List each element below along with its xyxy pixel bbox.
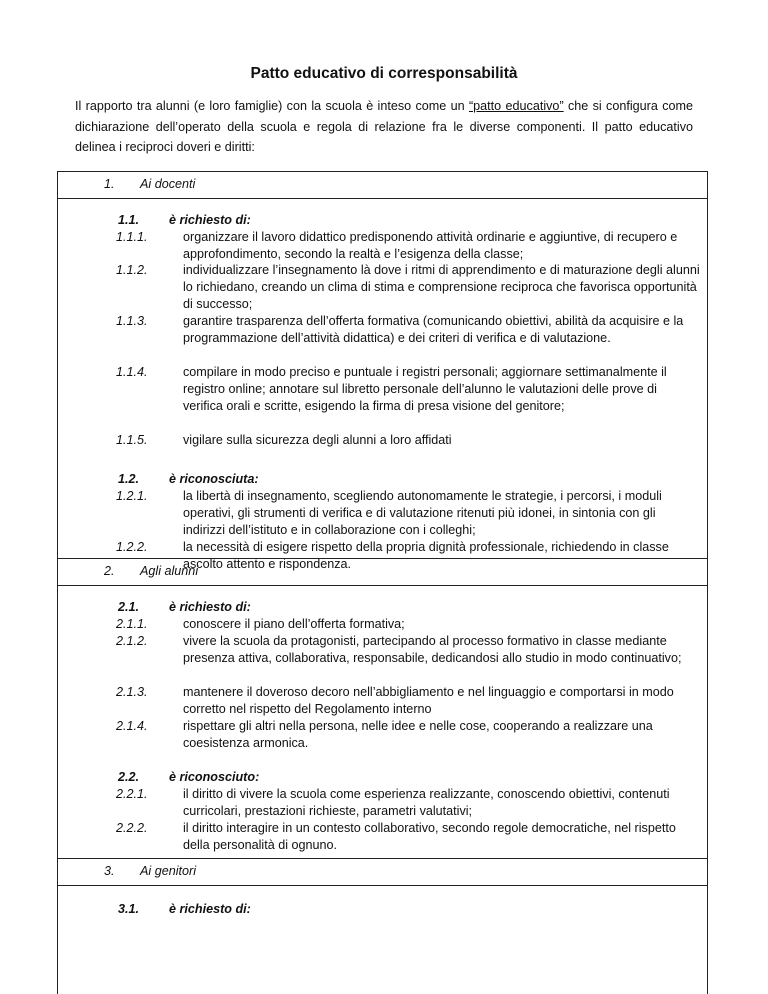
list-item: 1.2.2. la necessità di esigere rispetto della propria dignità professionale, richiedendo in classe ascolto attento e rispondenza. <box>116 540 669 571</box>
list-item: 1.1.3. garantire trasparenza dell’offerta formativa (comunicando obiettivi, abilità da acquisire e la programmazione dell’attività didattica) e dei criteri di verifica e di valutazione. <box>116 314 684 345</box>
subsection-heading: 2.2. è riconosciuto: <box>118 770 260 784</box>
list-item: 2.2.2. il diritto interagire in un contesto collaborativo, secondo regole democratiche, nel rispetto della personalità di ognuno. <box>116 821 676 852</box>
list-item: 1.2.1. la libertà di insegnamento, scegliendo autonomamente le strategie, i percorsi, i moduli operativi, gli strumenti di verifica e di valutazione ritenuti più idonei, in sintonia con gli indirizzi dell’istituto e in collaborazione con i colleghi; <box>116 489 662 537</box>
intro-paragraph <box>75 96 693 158</box>
list-item: 1.1.2. individualizzare l’insegnamento là dove i ritmi di apprendimento e di maturazione degli alunni lo richiedano, creando un clima di stima e comprensione reciproca che favorisca opportunità di successo; <box>116 263 700 311</box>
list-item: 2.1.4. rispettare gli altri nella persona, nelle idee e nelle cose, cooperando a realizzare una coesistenza armonica. <box>116 719 653 750</box>
list-item: 2.1.2. vivere la scuola da protagonisti, partecipando al processo formativo in classe mediante presenza attiva, collaborativa, responsabile, dedicandosi allo studio in modo continuativo; <box>116 634 682 665</box>
list-item: 1.1.1. organizzare il lavoro didattico predisponendo attività ordinarie e aggiuntive, di recupero e approfondimento, secondo la realtà e l’esigenza della classe; <box>116 230 678 261</box>
page-title: Patto educativo di corresponsabilità <box>250 65 518 82</box>
section-number: 3. <box>104 864 115 878</box>
subsection-heading: 3.1. è richiesto di: <box>118 902 251 916</box>
list-item: 2.1.3. mantenere il doveroso decoro nell’abbigliamento e nel linguaggio e comportarsi in modo corretto nel rispetto del Regolamento interno <box>116 685 674 716</box>
section-label: Ai genitori <box>140 864 197 878</box>
section-number: 2. <box>104 564 115 578</box>
section-number: 1. <box>104 177 115 191</box>
list-item: 2.1.1. conoscere il piano dell’offerta formativa; <box>116 617 405 631</box>
intro-after: che si configura come dichiarazione dell’operato della scuola e regola di relazione fra le diverse componenti. Il patto educativo delinea i reciproci doveri e diritti: <box>75 99 694 154</box>
subsection-heading: 1.2. è riconosciuta: <box>118 472 259 486</box>
subsection-heading: 1.1. è richiesto di: <box>118 213 251 227</box>
section-label: Ai docenti <box>140 177 196 191</box>
list-item: 1.1.4. compilare in modo preciso e puntuale i registri personali; aggiornare settimanalmente il registro online; annotare sul libretto personale dell’alunno le valutazioni delle prove di verifica orali e scritte, esigendo la firma di presa visione del genitore; <box>116 365 667 413</box>
list-item: 1.1.5. vigilare sulla sicurezza degli alunni a loro affidati <box>116 433 452 447</box>
intro-underlined: “patto educativo” <box>468 99 564 113</box>
subsection-heading: 2.1. è richiesto di: <box>118 600 251 614</box>
list-item: 2.2.1. il diritto di vivere la scuola come esperienza realizzante, conoscendo obiettivi, contenuti curricolari, prestazioni richieste, parametri valutativi; <box>116 787 670 818</box>
intro-before: Il rapporto tra alunni (e loro famiglie) con la scuola è inteso come un <box>75 99 469 113</box>
section-label: Agli alunni <box>140 564 199 578</box>
